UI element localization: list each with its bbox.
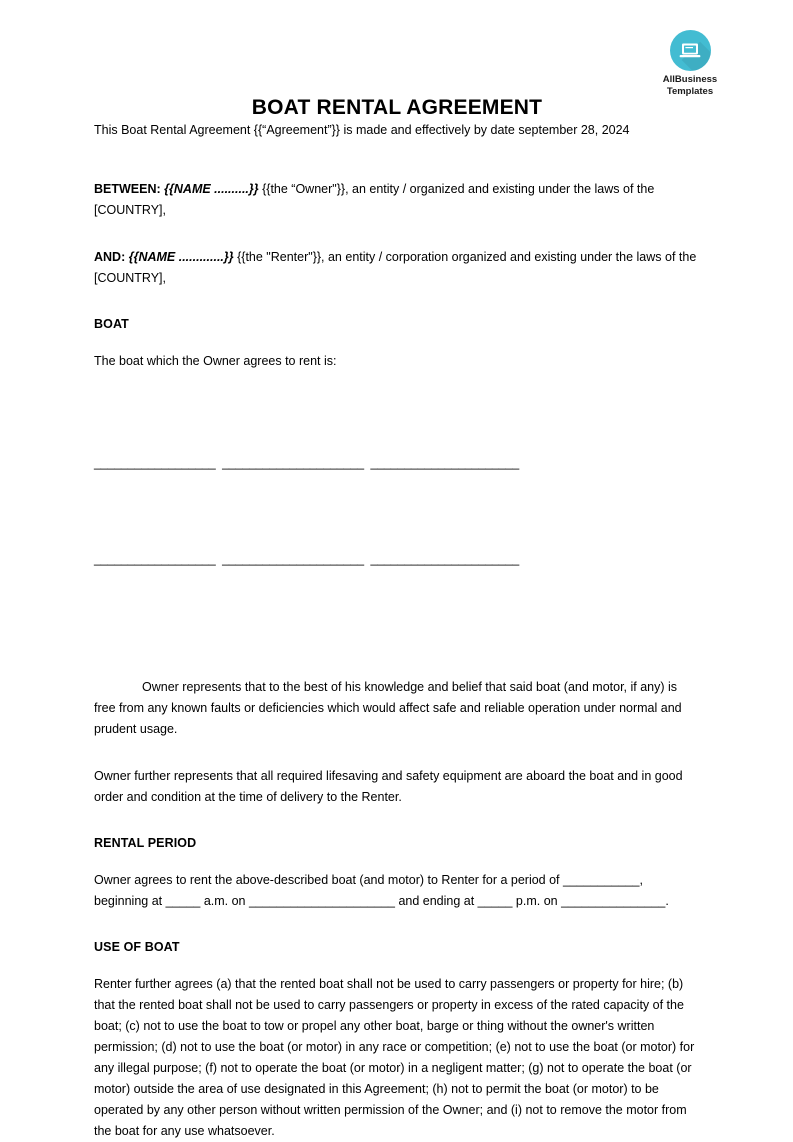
blank-field[interactable]: _____________________: [222, 456, 364, 470]
brand-name: [635, 74, 745, 97]
boat-representation-paragraph: Owner represents that to the best of his knowledge and belief that said boat (and motor, if any) is free from any known faults or deficiencies which would affect safe and reliable operation under normal and prudent usage.: [94, 680, 682, 736]
section-heading-use-of-boat: USE OF BOAT: [94, 940, 180, 954]
brand-name-line1: AllBusiness: [662, 74, 718, 85]
section-heading-rental-period: RENTAL PERIOD: [94, 836, 197, 850]
intro-paragraph: This Boat Rental Agreement {{“Agreement”}} is made and effectively by date september 28, 2024: [94, 123, 630, 137]
boat-blank-lines: [94, 383, 700, 639]
blank-field[interactable]: __________________: [94, 456, 216, 470]
between-label: BETWEEN:: [94, 182, 161, 196]
page-title: BOAT RENTAL AGREEMENT: [251, 96, 543, 119]
blank-line-row-2: [94, 543, 700, 575]
use-of-boat-paragraph: Renter further agrees (a) that the rented boat shall not be used to carry passengers or property for hire; (b) that the rented boat shall not be used to carry passengers or property in excess of the rated capacity of the boat; (c) not to use the boat to tow or propel any other boat, barge or thing without the owner's written permission; (d) not to use the boat (or motor) in any race or competition; (e) not to use the boat (or motor) for any illegal purpose; (f) not to operate the boat (or motor) in a negligent matter; (g) not to operate the boat (or motor) outside the area of use designated in this Agreement; (h) not to permit the boat (or motor) to be operated by any other person without written permission of the Owner; and (i) not to remove the motor from the boat for any use whatsoever.: [94, 977, 695, 1138]
and-label: AND:: [94, 250, 126, 264]
between-paragraph: [94, 179, 700, 221]
blank-field[interactable]: __________________: [94, 552, 216, 566]
brand-logo-block: [635, 30, 745, 97]
between-name-placeholder: {{NAME ..........}}: [164, 182, 259, 196]
blank-line-row-1: [94, 447, 700, 479]
boat-lead-text: The boat which the Owner agrees to rent is:: [94, 354, 337, 368]
blank-field[interactable]: ______________________: [370, 456, 519, 470]
boat-safety-paragraph: Owner further represents that all required lifesaving and safety equipment are aboard the boat and in good order and condition at the time of delivery to the Renter.: [94, 769, 683, 804]
blank-field[interactable]: _____________________: [222, 552, 364, 566]
between-rest: {{the “Owner"}}, an entity / organized and existing under the laws of the [COUNTRY],: [94, 182, 655, 217]
and-paragraph: [94, 247, 700, 289]
document-content: [94, 96, 700, 1142]
section-heading-boat: BOAT: [94, 317, 129, 331]
laptop-icon: [670, 30, 711, 71]
blank-field[interactable]: ______________________: [370, 552, 519, 566]
and-name-placeholder: {{NAME .............}}: [128, 250, 234, 264]
and-rest: {{the "Renter"}}, an entity / corporation organized and existing under the laws of the [COUNTRY],: [94, 250, 697, 285]
rental-period-paragraph: Owner agrees to rent the above-described boat (and motor) to Renter for a period of ___________, beginning at _____ a.m. on _____________________ and ending at _____ p.m. on _______________.: [94, 873, 669, 908]
brand-name-line2: Templates: [666, 85, 714, 97]
